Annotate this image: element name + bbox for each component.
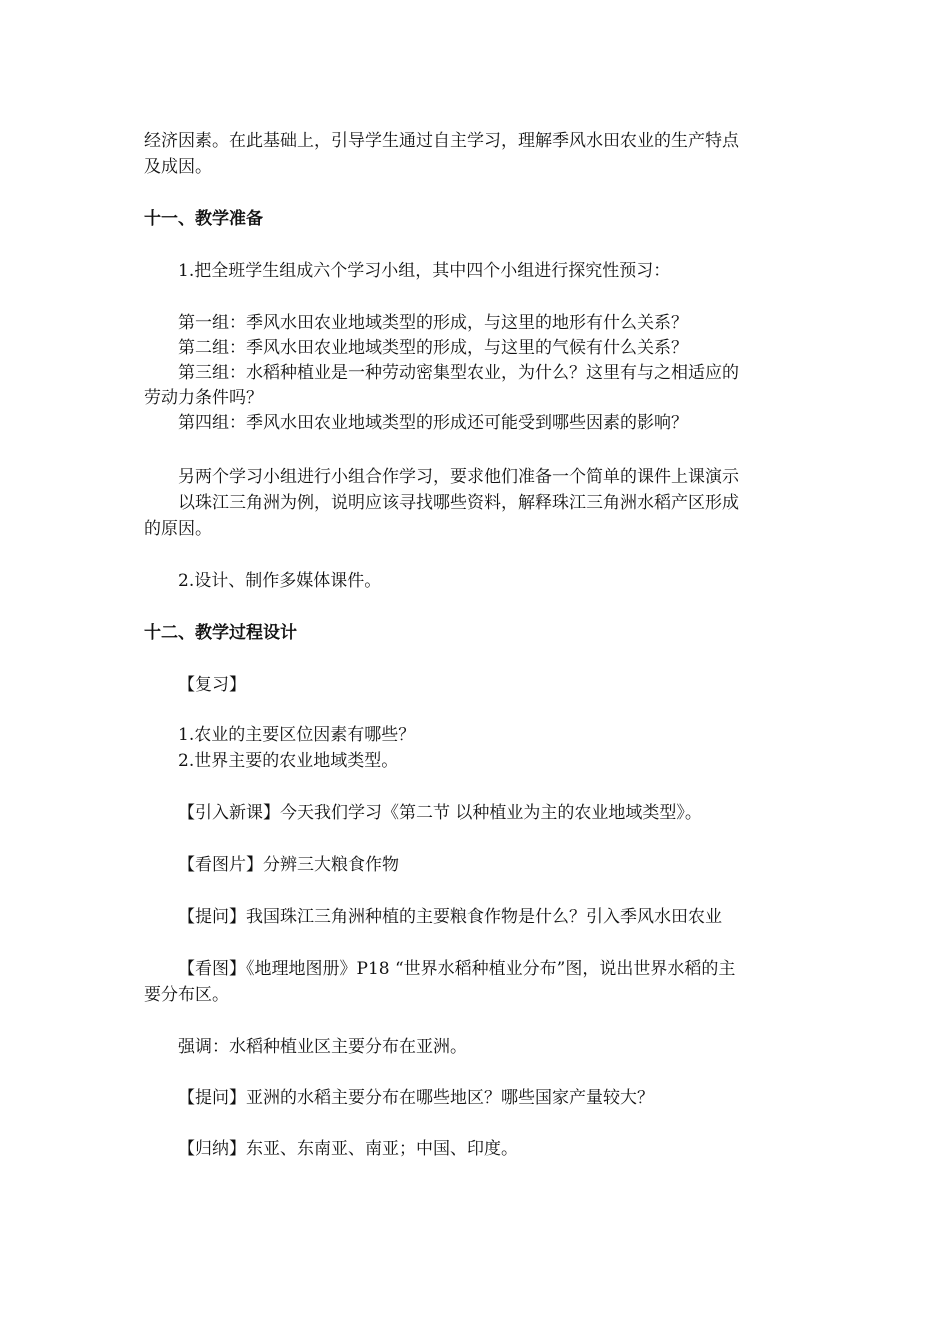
intro-line-1: 经济因素。在此基础上，引导学生通过自主学习，理解季风水田农业的生产特点	[144, 131, 739, 151]
question-2: 【提问】亚洲的水稻主要分布在哪些地区？哪些国家产量较大？	[178, 1088, 654, 1108]
review-question-1: 1.农业的主要区位因素有哪些？	[178, 725, 416, 745]
group-1-text: 第一组：季风水田农业地域类型的形成，与这里的地形有什么关系？	[178, 313, 688, 333]
group-3-text-line-2: 劳动力条件吗？	[144, 388, 263, 408]
prep-item-1: 1.把全班学生组成六个学习小组，其中四个小组进行探究性预习：	[178, 261, 671, 281]
prep-item-2: 2.设计、制作多媒体课件。	[178, 571, 382, 591]
review-label: 【复习】	[178, 675, 246, 695]
other-groups-line-3: 的原因。	[144, 519, 212, 539]
emphasis-text: 强调：水稻种植业区主要分布在亚洲。	[178, 1037, 467, 1057]
section-11-heading: 十一、教学准备	[144, 209, 263, 229]
see-pictures: 【看图片】分辨三大粮食作物	[178, 855, 399, 875]
group-3-text-line-1: 第三组：水稻种植业是一种劳动密集型农业，为什么？这里有与之相适应的	[178, 363, 739, 383]
new-lesson-intro: 【引入新课】今天我们学习《第二节 以种植业为主的农业地域类型》。	[178, 803, 702, 823]
section-12-heading: 十二、教学过程设计	[144, 623, 297, 643]
summary-text: 【归纳】东亚、东南亚、南亚；中国、印度。	[178, 1139, 518, 1159]
group-2-text: 第二组：季风水田农业地域类型的形成，与这里的气候有什么关系？	[178, 338, 688, 358]
review-question-2: 2.世界主要的农业地域类型。	[178, 751, 399, 771]
see-map-line-1: 【看图】《地理地图册》P18 “世界水稻种植业分布”图，说出世界水稻的主	[178, 959, 736, 979]
other-groups-line-2: 以珠江三角洲为例，说明应该寻找哪些资料，解释珠江三角洲水稻产区形成	[178, 493, 739, 513]
intro-line-2: 及成因。	[144, 157, 212, 177]
question-1: 【提问】我国珠江三角洲种植的主要粮食作物是什么？引入季风水田农业	[178, 907, 722, 927]
see-map-line-2: 要分布区。	[144, 985, 229, 1005]
group-4-text: 第四组：季风水田农业地域类型的形成还可能受到哪些因素的影响？	[178, 413, 688, 433]
other-groups-line-1: 另两个学习小组进行小组合作学习，要求他们准备一个简单的课件上课演示	[178, 467, 739, 487]
